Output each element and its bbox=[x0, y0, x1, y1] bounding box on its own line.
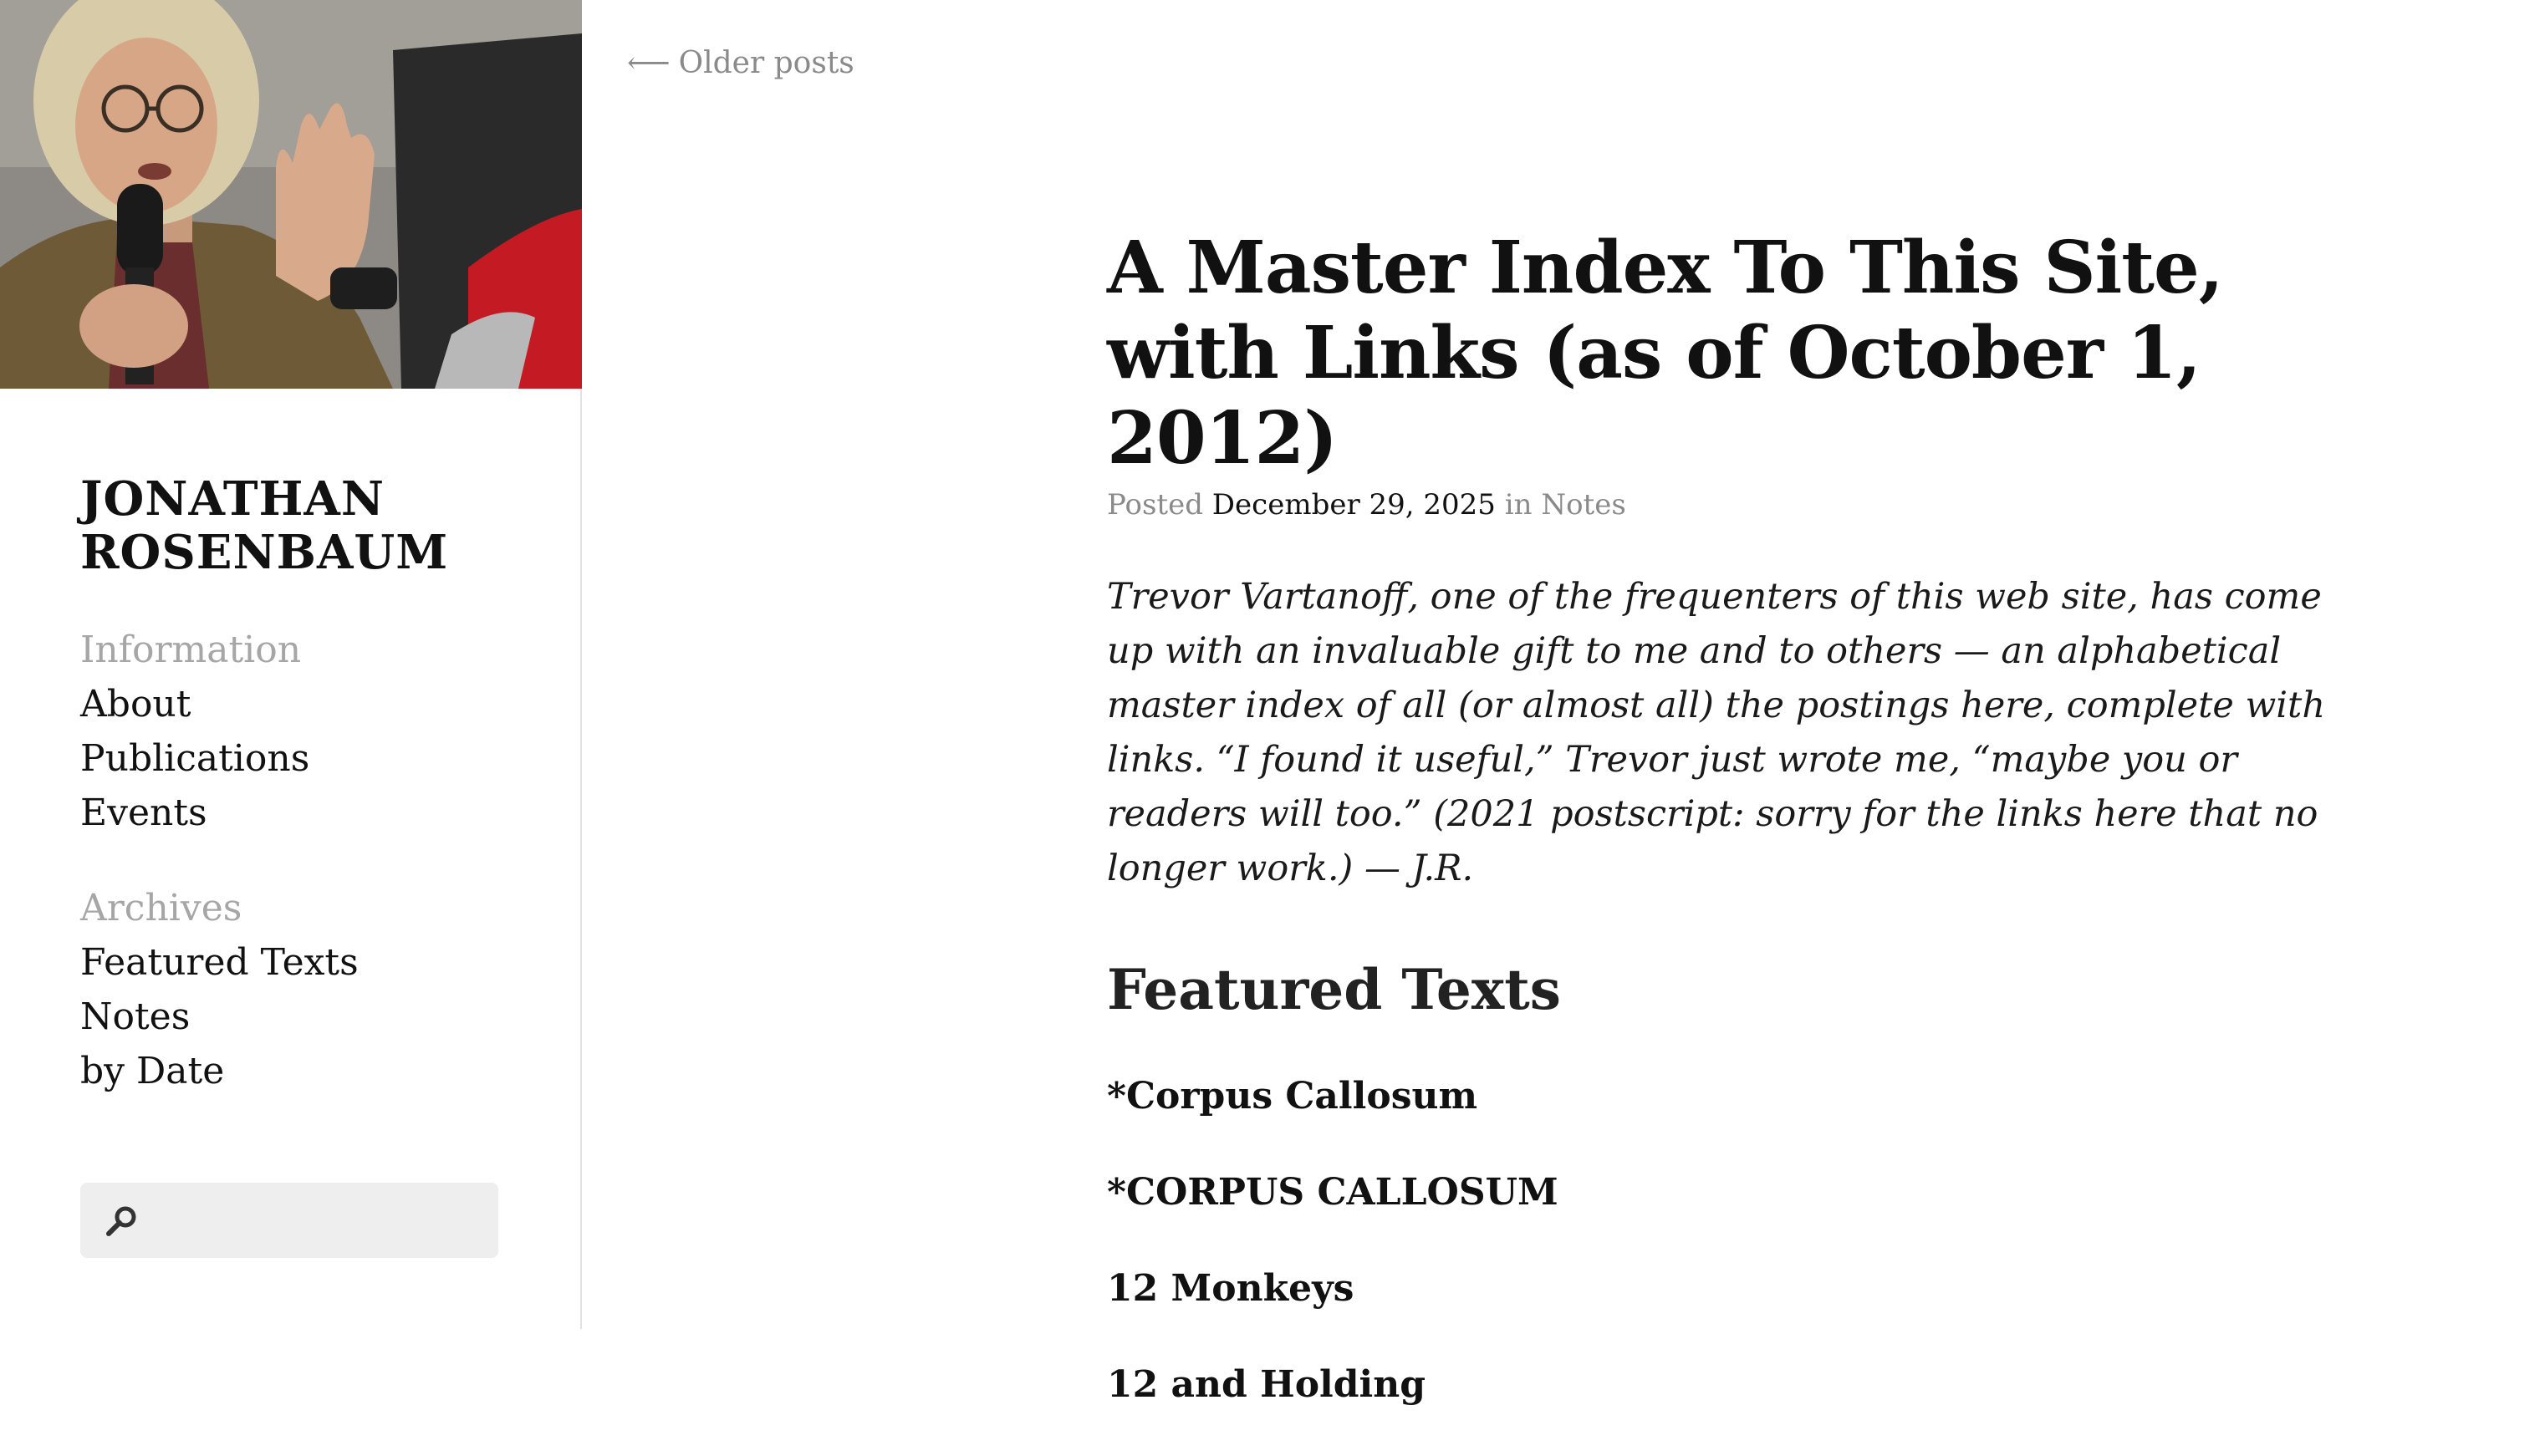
nav-heading-archives: Archives bbox=[80, 887, 242, 929]
nav-link-notes[interactable]: Notes bbox=[80, 995, 191, 1038]
post-category-link[interactable]: Notes bbox=[1541, 488, 1626, 522]
search-icon[interactable] bbox=[104, 1203, 140, 1240]
list-item bbox=[1107, 1168, 2344, 1218]
index-link[interactable]: *CORPUS CALLOSUM bbox=[1107, 1171, 1558, 1214]
post-meta-in: in bbox=[1504, 488, 1533, 522]
list-item bbox=[1107, 1072, 2344, 1122]
arrow-left-icon: ⟵ bbox=[627, 46, 671, 80]
index-list bbox=[1107, 1072, 2344, 1410]
nav-heading-information: Information bbox=[80, 629, 302, 671]
nav-link-events[interactable]: Events bbox=[80, 792, 207, 834]
post-date: December 29, 2025 bbox=[1211, 488, 1496, 522]
section-heading-featured-texts: Featured Texts bbox=[1107, 957, 1561, 1022]
author-photo bbox=[0, 0, 582, 389]
older-posts-label: Older posts bbox=[678, 46, 854, 80]
search-box[interactable] bbox=[80, 1183, 498, 1258]
search-input[interactable] bbox=[156, 1183, 490, 1258]
index-link[interactable]: *Corpus Callosum bbox=[1107, 1075, 1478, 1117]
sidebar bbox=[0, 0, 582, 1329]
nav-link-about[interactable]: About bbox=[80, 683, 191, 725]
site-title-line1: JONATHAN bbox=[80, 471, 385, 527]
nav-link-featured-texts[interactable]: Featured Texts bbox=[80, 941, 359, 984]
index-link[interactable]: 12 Monkeys bbox=[1107, 1267, 1354, 1310]
older-posts-link[interactable] bbox=[627, 42, 854, 85]
archives-nav bbox=[80, 881, 548, 1098]
post-meta bbox=[1107, 483, 2344, 527]
nav-link-by-date[interactable]: by Date bbox=[80, 1050, 225, 1092]
post-meta-posted: Posted bbox=[1107, 488, 1203, 522]
site-title[interactable] bbox=[80, 472, 548, 579]
list-item bbox=[1107, 1360, 2344, 1410]
nav-link-publications[interactable]: Publications bbox=[80, 737, 310, 780]
information-nav bbox=[80, 623, 548, 840]
index-link[interactable]: 12 and Holding bbox=[1107, 1363, 1426, 1406]
post-intro: Trevor Vartanoff, one of the frequenters of this web site, has come up with an invaluable gift to me and to others — an alphabetical master index of all (or almost all) the postings here, complete with links. “I found it useful,” Trevor just wrote me, “maybe you or readers will too.” (2021 postscript: sorry for the links here that no longer work.) — J.R. bbox=[1107, 576, 2326, 889]
list-item bbox=[1107, 1264, 2344, 1314]
post-title: A Master Index To This Site, with Links (as of October 1, 2012) bbox=[1107, 226, 2223, 481]
site-title-line2: ROSENBAUM bbox=[80, 525, 449, 580]
post-article bbox=[1107, 226, 2344, 1456]
